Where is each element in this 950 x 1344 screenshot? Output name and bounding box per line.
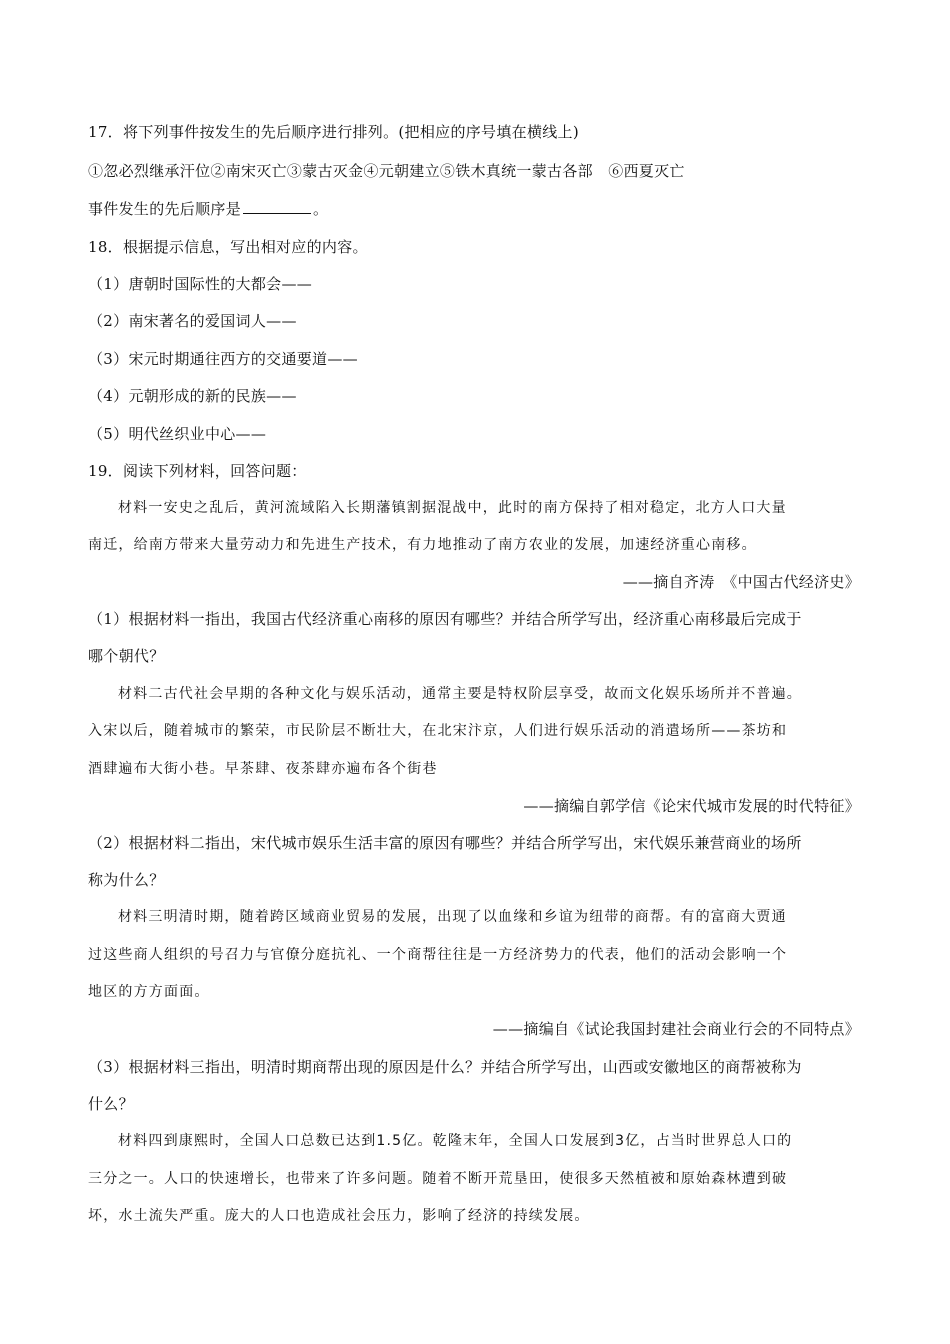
q19-sub1-line-1: （1）根据材料一指出，我国古代经济重心南移的原因有哪些？并结合所学写出，经济重心南移最后完成于 [88, 610, 802, 628]
q19-sub3-line-2: 什么？ [88, 1095, 134, 1113]
material-1-line-2: 南迁，给南方带来大量劳动力和先进生产技术，有力地推动了南方农业的发展，加速经济重心南移。 [88, 537, 757, 553]
q17-answer-suffix: 。 [313, 200, 329, 218]
q18-item-5: （5）明代丝织业中心—— [88, 425, 267, 443]
q18-item-4: （4）元朝形成的新的民族—— [88, 387, 297, 405]
material-3-line-1: 材料三明清时期，随着跨区域商业贸易的发展，出现了以血缘和乡谊为纽带的商帮。有的富商大贾通 [118, 909, 787, 925]
q19-sub1-line-2: 哪个朝代？ [88, 647, 165, 665]
material-2-line-3: 酒肆遍布大街小巷。早茶肆、夜茶肆亦遍布各个街巷 [88, 761, 438, 777]
material-2-source: ——摘编自郭学信《论宋代城市发展的时代特征》 [523, 797, 860, 815]
material-1-line-1: 材料一安史之乱后，黄河流域陷入长期藩镇割据混战中，此时的南方保持了相对稳定，北方人口大量 [118, 500, 787, 516]
q17-answer-blank[interactable] [243, 197, 311, 214]
q17-title: 17．将下列事件按发生的先后顺序进行排列。(把相应的序号填在横线上) [88, 123, 579, 141]
material-4-line-3: 坏，水土流失严重。庞大的人口也造成社会压力，影响了经济的持续发展。 [88, 1208, 590, 1224]
q17-answer-prefix: 事件发生的先后顺序是 [88, 200, 242, 218]
q17-events: ①忽必烈继承汗位②南宋灭亡③蒙古灭金④元朝建立⑤铁木真统一蒙古各部 ⑥西夏灭亡 [88, 162, 685, 180]
material-1-source: ——摘自齐涛 《中国古代经济史》 [622, 573, 860, 591]
material-3-line-2: 过这些商人组织的号召力与官僚分庭抗礼、一个商帮往往是一方经济势力的代表，他们的活动会影响一个 [88, 947, 788, 963]
q18-item-1: （1）唐朝时国际性的大都会—— [88, 275, 313, 293]
material-3-line-3: 地区的方方面面。 [88, 984, 210, 1000]
q19-sub3-line-1: （3）根据材料三指出，明清时期商帮出现的原因是什么？并结合所学写出，山西或安徽地区的商帮被称为 [88, 1058, 802, 1076]
material-4-line-1: 材料四到康熙时，全国人口总数已达到1.5亿。乾隆末年，全国人口发展到3亿，占当时世界总人口的 [118, 1133, 793, 1149]
q17-answer-line [88, 197, 878, 221]
q18-item-2: （2）南宋著名的爱国词人—— [88, 312, 297, 330]
q19-sub2-line-2: 称为什么？ [88, 871, 165, 889]
material-3-source: ——摘编自《试论我国封建社会商业行会的不同特点》 [492, 1020, 860, 1038]
q18-title: 18．根据提示信息，写出相对应的内容。 [88, 238, 368, 256]
q19-title: 19．阅读下列材料，回答问题： [88, 462, 307, 480]
q19-sub2-line-1: （2）根据材料二指出，宋代城市娱乐生活丰富的原因有哪些？并结合所学写出，宋代娱乐兼营商业的场所 [88, 834, 802, 852]
material-2-line-1: 材料二古代社会早期的各种文化与娱乐活动，通常主要是特权阶层享受，故而文化娱乐场所并不普遍。 [118, 686, 802, 702]
q18-item-3: （3）宋元时期通往西方的交通要道—— [88, 350, 358, 368]
material-2-line-2: 入宋以后，随着城市的繁荣，市民阶层不断壮大，在北宋汴京，人们进行娱乐活动的消遣场所——茶坊和 [88, 723, 788, 739]
material-4-line-2: 三分之一。人口的快速增长，也带来了许多问题。随着不断开荒垦田，使很多天然植被和原始森林遭到破 [88, 1171, 788, 1187]
